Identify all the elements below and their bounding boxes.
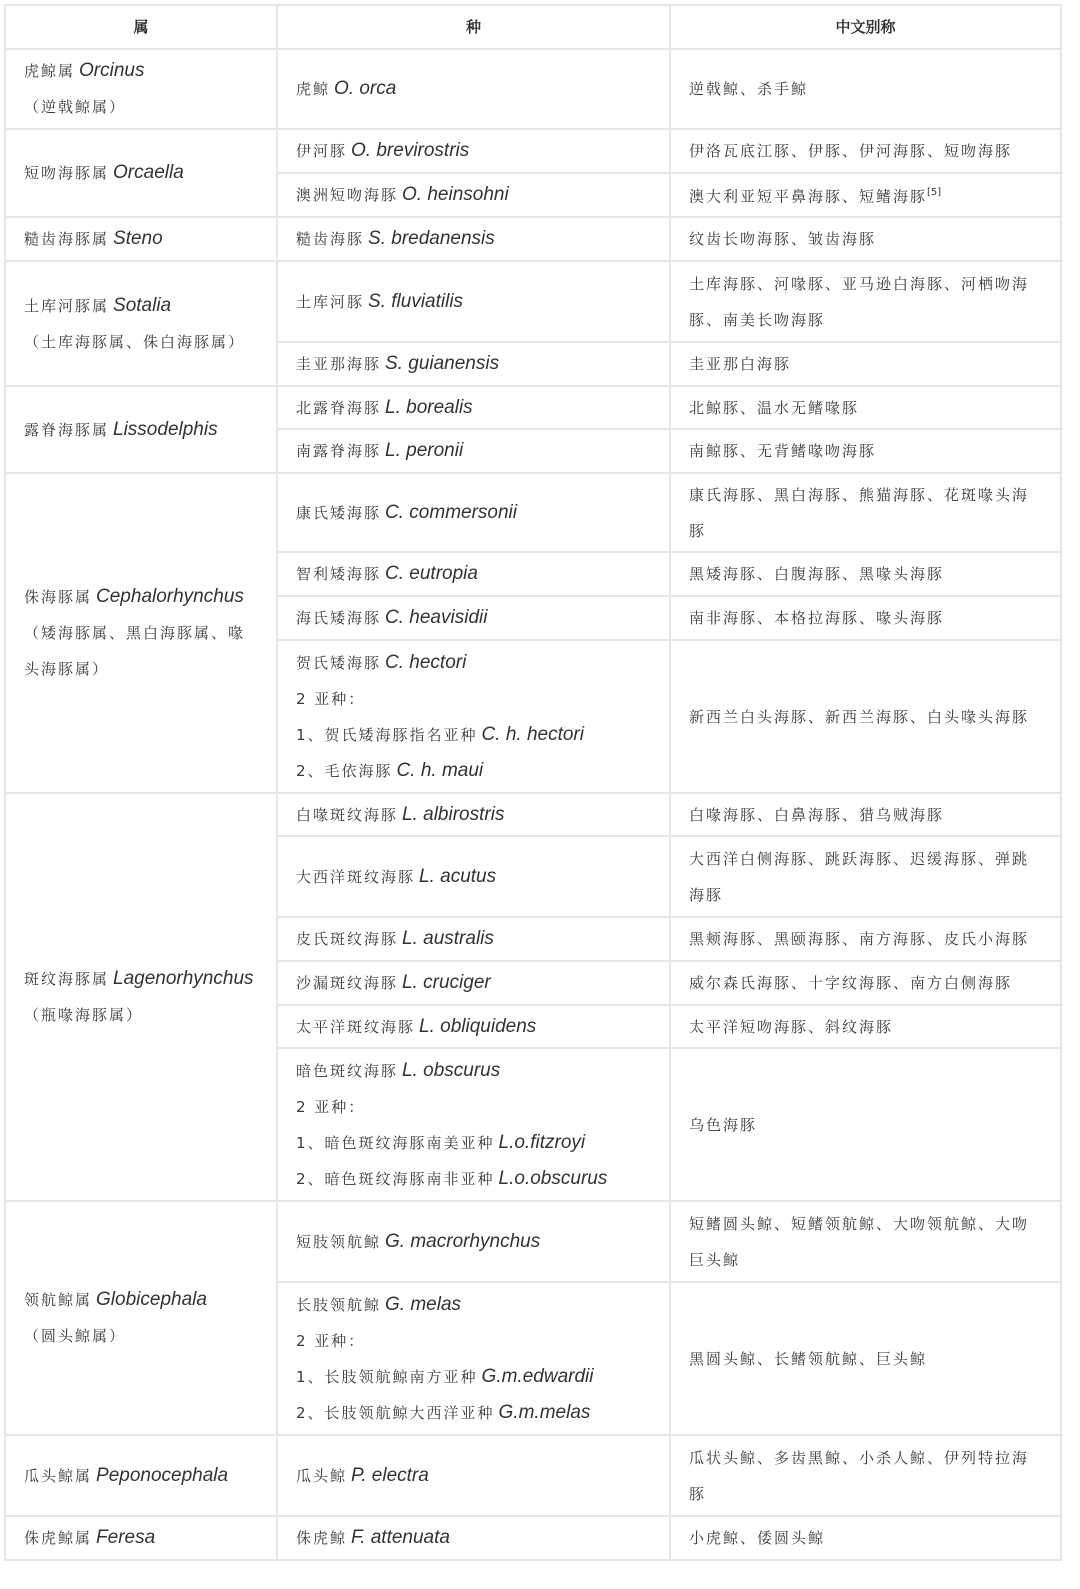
genus-cell (5, 386, 277, 473)
alias-cell (670, 386, 1061, 429)
genus-name (24, 1282, 258, 1318)
species-line (296, 1125, 651, 1161)
alias-text: 北鲸豚、温水无鳍喙豚 (689, 398, 860, 417)
table-row (5, 217, 1061, 261)
species-line (296, 1520, 651, 1556)
species-latin: O. brevirostris (351, 140, 470, 161)
species-cn: 贺氏矮海豚 (296, 653, 382, 672)
dolphin-genera-table (4, 4, 1062, 1561)
alias-text: 乌色海豚 (689, 1115, 758, 1134)
genus-cn: 露脊海豚属 (24, 420, 110, 439)
table-row (5, 793, 1061, 836)
species-latin: C. heavisidii (385, 607, 488, 628)
genus-name (24, 1458, 258, 1494)
genus-latin: Cephalorhynchus (96, 586, 244, 607)
genus-note: （圆头鲸属） (24, 1327, 127, 1345)
species-cn: 1、长肢领航鲸南方亚种 (296, 1367, 478, 1386)
header-alias: 中文别称 (670, 5, 1061, 49)
species-line (296, 71, 651, 107)
species-line (296, 1395, 651, 1431)
reference-mark: [5] (927, 187, 942, 199)
genus-note: （逆戟鲸属） (24, 98, 127, 116)
species-line (296, 921, 651, 957)
species-latin: S. guianensis (385, 353, 500, 374)
table-row (5, 261, 1061, 342)
species-latin: G.m.edwardii (481, 1365, 594, 1387)
genus-cn: 土库河豚属 (24, 296, 110, 315)
genus-latin: Lissodelphis (113, 418, 218, 440)
species-cell (277, 129, 670, 173)
species-cell (277, 173, 670, 217)
species-latin: L. obscurus (402, 1059, 501, 1081)
species-cn: 2 亚种： (296, 1097, 366, 1116)
alias-text: 太平洋短吻海豚、斜纹海豚 (689, 1017, 894, 1036)
species-cell (277, 961, 670, 1005)
alias-text: 南鲸豚、无背鳍喙吻海豚 (689, 442, 877, 460)
alias-cell (670, 640, 1061, 793)
genus-cn: 短吻海豚属 (24, 164, 110, 182)
species-cell (277, 1435, 670, 1516)
species-cell (277, 793, 670, 836)
species-cn: 2 亚种： (296, 1331, 366, 1350)
species-latin: L. peronii (385, 440, 464, 461)
genus-latin: Lagenorhynchus (113, 968, 254, 989)
alias-text: 伊洛瓦底江豚、伊豚、伊河海豚、短吻海豚 (689, 142, 1013, 160)
species-cn: 澳洲短吻海豚 (296, 186, 399, 204)
species-cell (277, 429, 670, 473)
alias-text: 新西兰白头海豚、新西兰海豚、白头喙头海豚 (689, 707, 1030, 726)
species-line (296, 390, 651, 426)
species-line (296, 645, 651, 681)
genus-cell (5, 261, 277, 386)
species-cn: 2、长肢领航鲸大西洋亚种 (296, 1403, 495, 1422)
species-cn: 海氏矮海豚 (296, 609, 382, 627)
alias-cell (670, 1048, 1061, 1201)
species-cell (277, 261, 670, 342)
genus-latin: Feresa (96, 1527, 156, 1548)
alias-text: 黑颊海豚、黑颐海豚、南方海豚、皮氏小海豚 (689, 930, 1030, 948)
species-cell (277, 217, 670, 261)
species-line (296, 717, 651, 753)
species-cn: 北露脊海豚 (296, 398, 382, 417)
species-line (296, 797, 651, 833)
species-line (296, 859, 651, 895)
species-line (296, 495, 651, 531)
genus-name (24, 1520, 258, 1556)
species-cn: 1、贺氏矮海豚指名亚种 (296, 725, 478, 744)
table-row (5, 1201, 1061, 1282)
alias-cell (670, 217, 1061, 261)
species-cn: 侏虎鲸 (296, 1529, 348, 1547)
alias-cell (670, 961, 1061, 1005)
header-genus: 属 (5, 5, 277, 49)
species-cell (277, 1516, 670, 1560)
species-cn: 长肢领航鲸 (296, 1295, 382, 1314)
species-latin: L. obliquidens (419, 1015, 537, 1037)
alias-text: 黑圆头鲸、长鳍领航鲸、巨头鲸 (689, 1349, 928, 1368)
species-line (296, 556, 651, 592)
species-cn: 糙齿海豚 (296, 230, 365, 248)
alias-cell (670, 1201, 1061, 1282)
genus-cell (5, 1201, 277, 1435)
species-latin: G. melas (385, 1293, 462, 1315)
alias-cell (670, 596, 1061, 640)
species-cn: 瓜头鲸 (296, 1466, 348, 1485)
species-line (296, 1287, 651, 1323)
species-cell (277, 917, 670, 961)
species-latin: C. h. maui (396, 759, 484, 781)
header-row (5, 5, 1061, 49)
species-cell (277, 1282, 670, 1435)
species-line (296, 177, 651, 213)
species-cn: 2、毛依海豚 (296, 761, 393, 780)
genus-latin: Sotalia (113, 294, 172, 316)
species-cell (277, 473, 670, 552)
species-latin: L. albirostris (402, 803, 505, 825)
alias-cell (670, 49, 1061, 129)
species-line (296, 600, 651, 636)
table-row (5, 129, 1061, 173)
species-cn: 皮氏斑纹海豚 (296, 930, 399, 948)
species-cn: 智利矮海豚 (296, 565, 382, 583)
genus-name (24, 579, 258, 615)
header-species: 种 (277, 5, 670, 49)
species-cell (277, 386, 670, 429)
genus-cell (5, 793, 277, 1201)
alias-text: 大西洋白侧海豚、跳跃海豚、迟缓海豚、弹跳海豚 (689, 849, 1030, 904)
genus-name (24, 412, 258, 448)
species-latin: C. h. hectori (481, 723, 584, 745)
species-latin: L. borealis (385, 396, 473, 418)
species-cn: 暗色斑纹海豚 (296, 1061, 399, 1080)
genus-latin: Peponocephala (96, 1464, 229, 1486)
alias-text: 纹齿长吻海豚、皱齿海豚 (689, 230, 877, 248)
species-latin: O. heinsohni (402, 184, 509, 205)
species-latin: L.o.fitzroyi (498, 1131, 586, 1153)
species-line (296, 221, 651, 257)
species-line (296, 1161, 651, 1197)
species-cn: 白喙斑纹海豚 (296, 805, 399, 824)
genus-cell (5, 1435, 277, 1516)
alias-cell (670, 129, 1061, 173)
species-line (296, 284, 651, 320)
genus-latin: Orcinus (79, 60, 145, 81)
species-cell (277, 49, 670, 129)
alias-text: 南非海豚、本格拉海豚、喙头海豚 (689, 609, 945, 627)
table-row (5, 1435, 1061, 1516)
genus-cn: 领航鲸属 (24, 1291, 93, 1309)
species-cell (277, 342, 670, 386)
genus-note: （矮海豚属、黑白海豚属、喙头海豚属） (24, 624, 246, 678)
species-cell (277, 1048, 670, 1201)
species-cn: 2 亚种： (296, 689, 366, 708)
alias-cell (670, 261, 1061, 342)
genus-latin: Steno (113, 228, 163, 249)
genus-name (24, 221, 258, 257)
species-line (296, 1089, 651, 1125)
table-row (5, 49, 1061, 129)
genus-cell (5, 129, 277, 217)
species-latin: G. macrorhynchus (385, 1230, 541, 1252)
species-cell (277, 552, 670, 596)
genus-cell (5, 473, 277, 793)
species-line (296, 1224, 651, 1260)
genus-cn: 斑纹海豚属 (24, 970, 110, 988)
alias-cell (670, 1516, 1061, 1560)
genus-latin: Orcaella (113, 162, 184, 183)
species-cn: 虎鲸 (296, 80, 331, 98)
species-latin: P. electra (351, 1464, 429, 1486)
genus-cn: 瓜头鲸属 (24, 1466, 93, 1485)
species-latin: F. attenuata (351, 1527, 450, 1548)
alias-text: 土库海豚、河喙豚、亚马逊白海豚、河栖吻海豚、南美长吻海豚 (689, 274, 1030, 329)
genus-latin: Globicephala (96, 1289, 207, 1310)
species-cn: 短肢领航鲸 (296, 1232, 382, 1251)
table-row (5, 473, 1061, 552)
genus-name (24, 961, 258, 997)
species-latin: G.m.melas (498, 1401, 591, 1423)
alias-cell (670, 342, 1061, 386)
species-latin: L. australis (402, 928, 494, 949)
species-line (296, 1458, 651, 1494)
genus-name (24, 155, 258, 191)
alias-text: 瓜状头鲸、多齿黑鲸、小杀人鲸、伊列特拉海豚 (689, 1448, 1030, 1503)
alias-text: 澳大利亚短平鼻海豚、短鳍海豚 (689, 187, 928, 206)
species-latin: L.o.obscurus (498, 1167, 608, 1189)
genus-cn: 侏海豚属 (24, 588, 93, 606)
species-cn: 圭亚那海豚 (296, 355, 382, 373)
species-cell (277, 596, 670, 640)
species-latin: L. acutus (419, 865, 497, 887)
genus-cell (5, 217, 277, 261)
species-cn: 南露脊海豚 (296, 442, 382, 460)
species-cn: 伊河豚 (296, 142, 348, 160)
alias-text: 圭亚那白海豚 (689, 355, 792, 373)
species-latin: S. fluviatilis (368, 290, 464, 312)
species-cn: 太平洋斑纹海豚 (296, 1017, 416, 1036)
species-latin: C. eutropia (385, 563, 478, 584)
genus-name (24, 288, 258, 324)
species-line (296, 433, 651, 469)
alias-cell (670, 917, 1061, 961)
genus-cn: 侏虎鲸属 (24, 1529, 93, 1547)
species-line (296, 346, 651, 382)
species-latin: L. cruciger (402, 972, 491, 993)
alias-cell (670, 173, 1061, 217)
species-latin: C. commersonii (385, 501, 517, 523)
table-row (5, 1516, 1061, 1560)
alias-text: 黑矮海豚、白腹海豚、黑喙头海豚 (689, 565, 945, 583)
species-latin: S. bredanensis (368, 228, 495, 249)
alias-text: 小虎鲸、倭圆头鲸 (689, 1529, 826, 1547)
alias-cell (670, 1282, 1061, 1435)
table-body (5, 49, 1061, 1560)
species-cn: 康氏矮海豚 (296, 503, 382, 522)
genus-note: （土库海豚属、侏白海豚属） (24, 332, 246, 351)
species-cell (277, 836, 670, 917)
table-row (5, 386, 1061, 429)
species-cn: 1、暗色斑纹海豚南美亚种 (296, 1133, 495, 1152)
species-cell (277, 1201, 670, 1282)
alias-cell (670, 552, 1061, 596)
species-cn: 沙漏斑纹海豚 (296, 974, 399, 992)
species-line (296, 1009, 651, 1045)
species-cell (277, 640, 670, 793)
species-line (296, 1359, 651, 1395)
species-cn: 2、暗色斑纹海豚南非亚种 (296, 1169, 495, 1188)
alias-text: 威尔森氏海豚、十字纹海豚、南方白侧海豚 (689, 974, 1013, 992)
alias-cell (670, 1435, 1061, 1516)
genus-cell (5, 49, 277, 129)
alias-cell (670, 793, 1061, 836)
alias-text: 逆戟鲸、杀手鲸 (689, 80, 809, 98)
species-line (296, 681, 651, 717)
alias-cell (670, 429, 1061, 473)
species-latin: O. orca (334, 78, 397, 99)
alias-cell (670, 1005, 1061, 1048)
species-cn: 大西洋斑纹海豚 (296, 867, 416, 886)
species-line (296, 1323, 651, 1359)
genus-cn: 虎鲸属 (24, 62, 76, 80)
species-cn: 土库河豚 (296, 292, 365, 311)
alias-text: 短鳍圆头鲸、短鳍领航鲸、大吻领航鲸、大吻巨头鲸 (689, 1214, 1030, 1269)
species-cell (277, 1005, 670, 1048)
species-latin: C. hectori (385, 651, 467, 673)
species-line (296, 753, 651, 789)
genus-note: （瓶喙海豚属） (24, 1006, 144, 1024)
alias-cell (670, 836, 1061, 917)
alias-cell (670, 473, 1061, 552)
genus-cell (5, 1516, 277, 1560)
genus-name (24, 53, 258, 89)
species-line (296, 133, 651, 169)
species-line (296, 1053, 651, 1089)
species-line (296, 965, 651, 1001)
genus-cn: 糙齿海豚属 (24, 230, 110, 248)
alias-text: 白喙海豚、白鼻海豚、猎乌贼海豚 (689, 805, 945, 824)
alias-text: 康氏海豚、黑白海豚、熊猫海豚、花斑喙头海豚 (689, 485, 1030, 540)
